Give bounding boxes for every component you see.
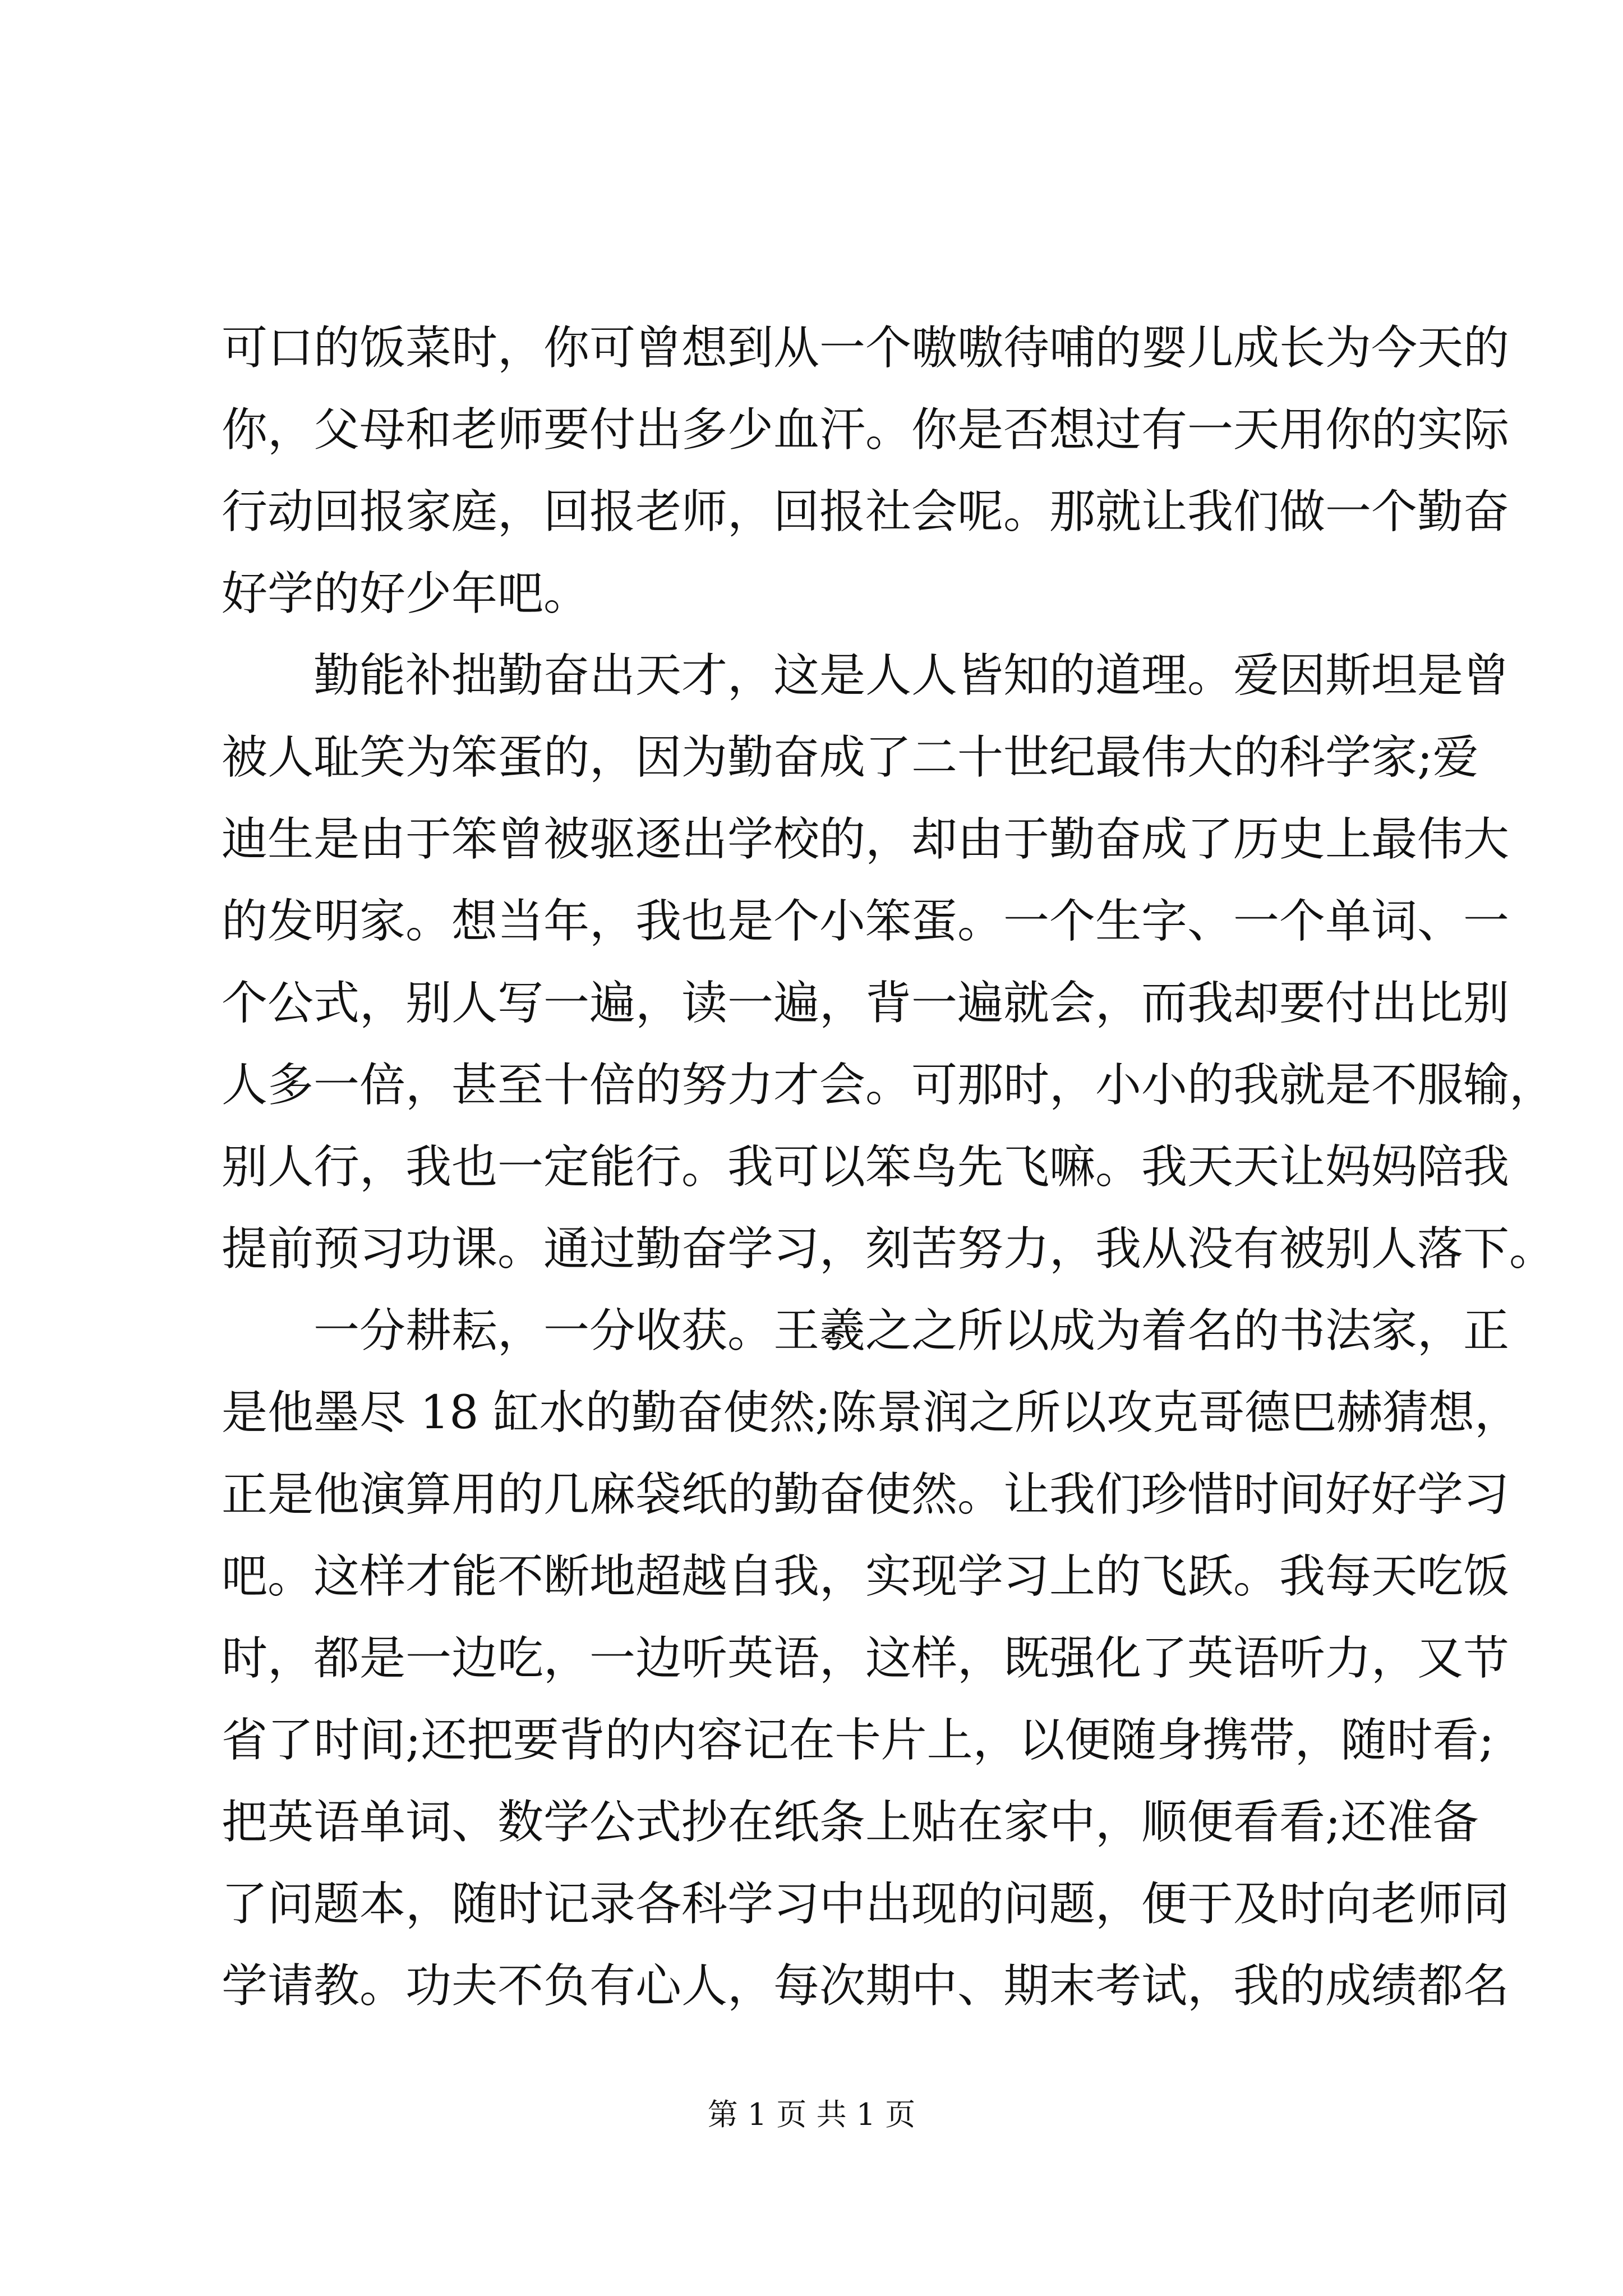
page-number-footer: 第 1 页 共 1 页 xyxy=(707,2097,916,2132)
text-line: 学请教。功夫不负有心人，每次期中、期末考试，我的成绩都名 xyxy=(222,1959,1510,2013)
text-line: 行动回报家庭，回报老师，回报社会呢。那就让我们做一个勤奋 xyxy=(222,485,1510,539)
text-line: 提前预习功课。通过勤奋学习，刻苦努力，我从没有被别人落下。 xyxy=(222,1222,1556,1276)
text-line: 是他墨尽 18 缸水的勤奋使然;陈景润之所以攻克哥德巴赫猜想， xyxy=(222,1386,1521,1439)
text-line: 的发明家。想当年，我也是个小笨蛋。一个生字、一个单词、一 xyxy=(222,895,1510,948)
text-line: 时，都是一边吃，一边听英语，这样，既强化了英语听力，又节 xyxy=(222,1632,1510,1685)
text-line: 人多一倍，甚至十倍的努力才会。可那时，小小的我就是不服输， xyxy=(222,1059,1556,1112)
text-line: 把英语单词、数学公式抄在纸条上贴在家中，顺便看看;还准备 xyxy=(222,1796,1479,1849)
text-line: 个公式，别人写一遍，读一遍，背一遍就会，而我却要付出比别 xyxy=(222,977,1510,1030)
text-line: 一分耕耘，一分收获。王羲之之所以成为着名的书法家，正 xyxy=(222,1304,1510,1358)
text-line: 吧。这样才能不断地超越自我，实现学习上的飞跃。我每天吃饭 xyxy=(222,1550,1510,1603)
text-line: 正是他演算用的几麻袋纸的勤奋使然。让我们珍惜时间好好学习 xyxy=(222,1468,1510,1521)
text-line: 你，父母和老师要付出多少血汗。你是否想过有一天用你的实际 xyxy=(222,403,1510,457)
text-line: 了问题本，随时记录各科学习中出现的问题，便于及时向老师同 xyxy=(222,1878,1510,1931)
text-line: 省了时间;还把要背的内容记在卡片上，以便随身携带，随时看; xyxy=(222,1714,1495,1767)
document-body xyxy=(222,307,1556,2027)
text-line: 可口的饭菜时，你可曾想到从一个嗷嗷待哺的婴儿成长为今天的 xyxy=(222,321,1510,375)
text-line: 迪生是由于笨曾被驱逐出学校的，却由于勤奋成了历史上最伟大 xyxy=(222,813,1510,866)
text-line: 被人耻笑为笨蛋的，因为勤奋成了二十世纪最伟大的科学家;爱 xyxy=(222,731,1479,784)
text-line: 好学的好少年吧。 xyxy=(222,567,590,620)
text-line: 别人行，我也一定能行。我可以笨鸟先飞嘛。我天天让妈妈陪我 xyxy=(222,1140,1510,1194)
text-line: 勤能补拙勤奋出天才，这是人人皆知的道理。爱因斯坦是曾 xyxy=(222,649,1510,702)
